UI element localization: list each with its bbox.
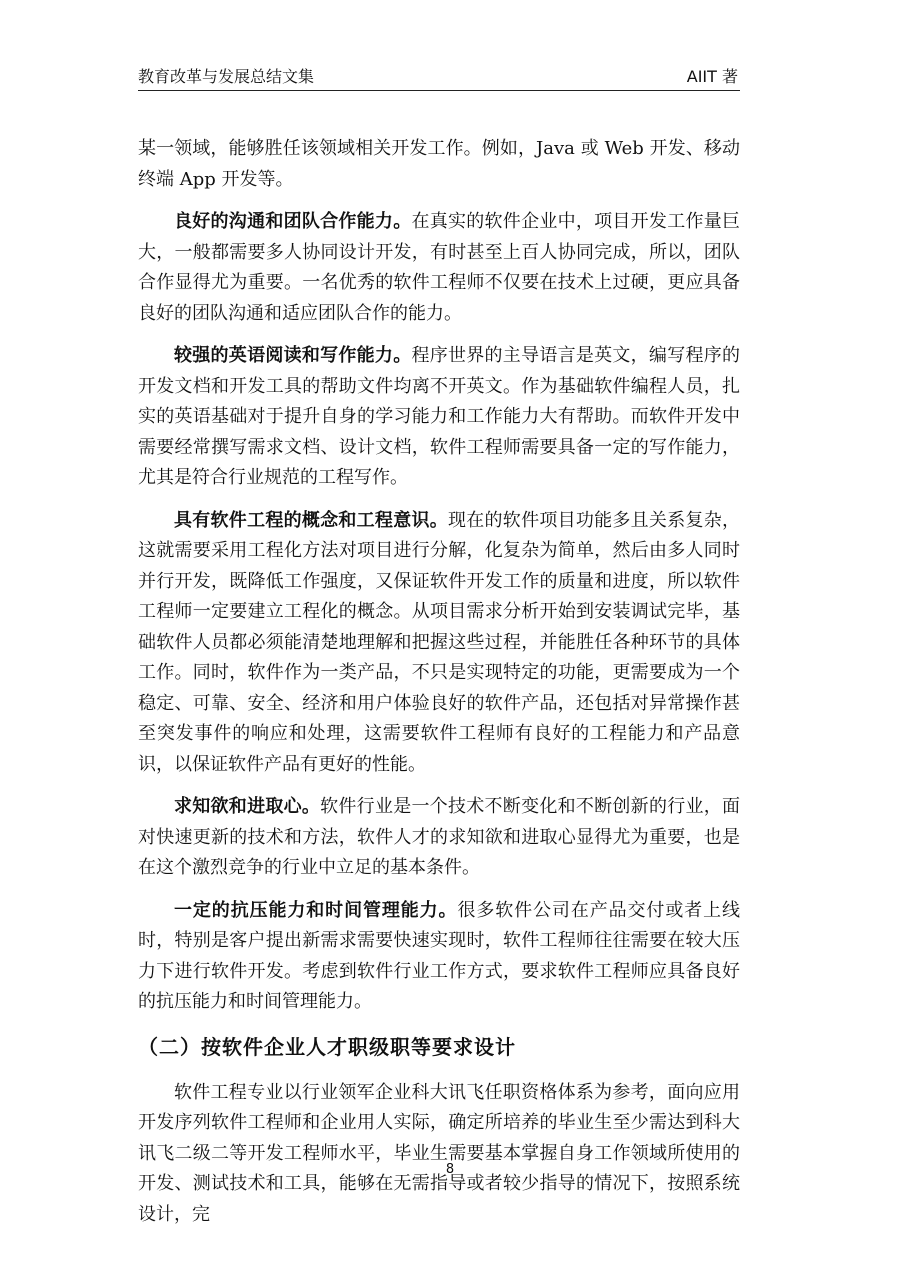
- paragraph-section-intro: 软件工程专业以行业领军企业科大讯飞任职资格体系为参考，面向应用开发序列软件工程师和企业用人实际，确定所培养的毕业生至少需达到科大讯飞二级二等开发工程师水平，毕业生需要基本掌握自身工作领域所使用的开发、测试技术和工具，能够在无需指导或者较少指导的情况下，按照系统设计，完: [138, 1081, 740, 1225]
- header-book-title: 教育改革与发展总结文集: [138, 67, 315, 86]
- paragraph-lead: 一定的抗压能力和时间管理能力。: [174, 899, 458, 921]
- paragraph-pressure-time: 一定的抗压能力和时间管理能力。很多软件公司在产品交付或者上线时，特别是客户提出新需求需要快速实现时，软件工程师往往需要在较大压力下进行软件开发。考虑到软件行业工作方式，要求软件工程师应具备良好的抗压能力和时间管理能力。: [138, 899, 741, 1012]
- paragraph-lead: 较强的英语阅读和写作能力。: [174, 345, 412, 366]
- paragraph-communication-teamwork: 良好的沟通和团队合作能力。在真实的软件企业中，项目开发工作量巨大，一般都需要多人协同设计开发，有时甚至上百人协同完成，所以，团队合作显得尤为重要。一名优秀的软件工程师不仅要在技术上过硬，更应具备良好的团队沟通和适应团队合作的能力。: [138, 211, 741, 324]
- header-author: AIIT 著: [686, 67, 738, 86]
- paragraph-curiosity: 求知欲和进取心。软件行业是一个技术不断变化和不断创新的行业，面对快速更新的技术和方法，软件人才的求知欲和进取心显得尤为重要，也是在这个激烈竞争的行业中立足的基本条件。: [138, 796, 741, 878]
- paragraph-english-ability: 较强的英语阅读和写作能力。程序世界的主导语言是英文，编写程序的开发文档和开发工具的帮助文件均离不开英文。作为基础软件编程人员，扎实的英语基础对于提升自身的学习能力和工作能力大有帮助。而软件开发中需要经常撰写需求文档、设计文档，软件工程师需要具备一定的写作能力，尤其是符合行业规范的工程写作。: [138, 345, 741, 488]
- paragraph-continued: 某一领域，能够胜任该领域相关开发工作。例如，Java 或 Web 开发、移动终端 App 开发等。: [138, 138, 740, 190]
- paragraph-engineering-awareness: 具有软件工程的概念和工程意识。现在的软件项目功能多且关系复杂，这就需要采用工程化方法对项目进行分解，化复杂为简单，然后由多人同时并行开发，既降低工作强度，又保证软件开发工作的质量和进度，所以软件工程师一定要建立工程化的概念。从项目需求分析开始到安装调试完毕，基础软件人员都必须能清楚地理解和把握这些过程，并能胜任各种环节的具体工作。同时，软件作为一类产品，不只是实现特定的功能，更需要成为一个稳定、可靠、安全、经济和用户体验良好的软件产品，还包括对异常操作甚至突发事件的响应和处理，这需要软件工程师有良好的工程能力和产品意识，以保证软件产品有更好的性能。: [138, 509, 740, 775]
- paragraph-lead: 良好的沟通和团队合作能力。: [174, 211, 412, 232]
- paragraph-lead: 求知欲和进取心。: [174, 796, 321, 817]
- paragraph-lead: 具有软件工程的概念和工程意识。: [174, 509, 448, 531]
- page-body: [138, 134, 740, 1242]
- page-number: 8: [445, 1162, 455, 1177]
- section-heading: （二）按软件企业人才职级职等要求设计: [138, 1034, 516, 1059]
- running-header: [138, 64, 740, 91]
